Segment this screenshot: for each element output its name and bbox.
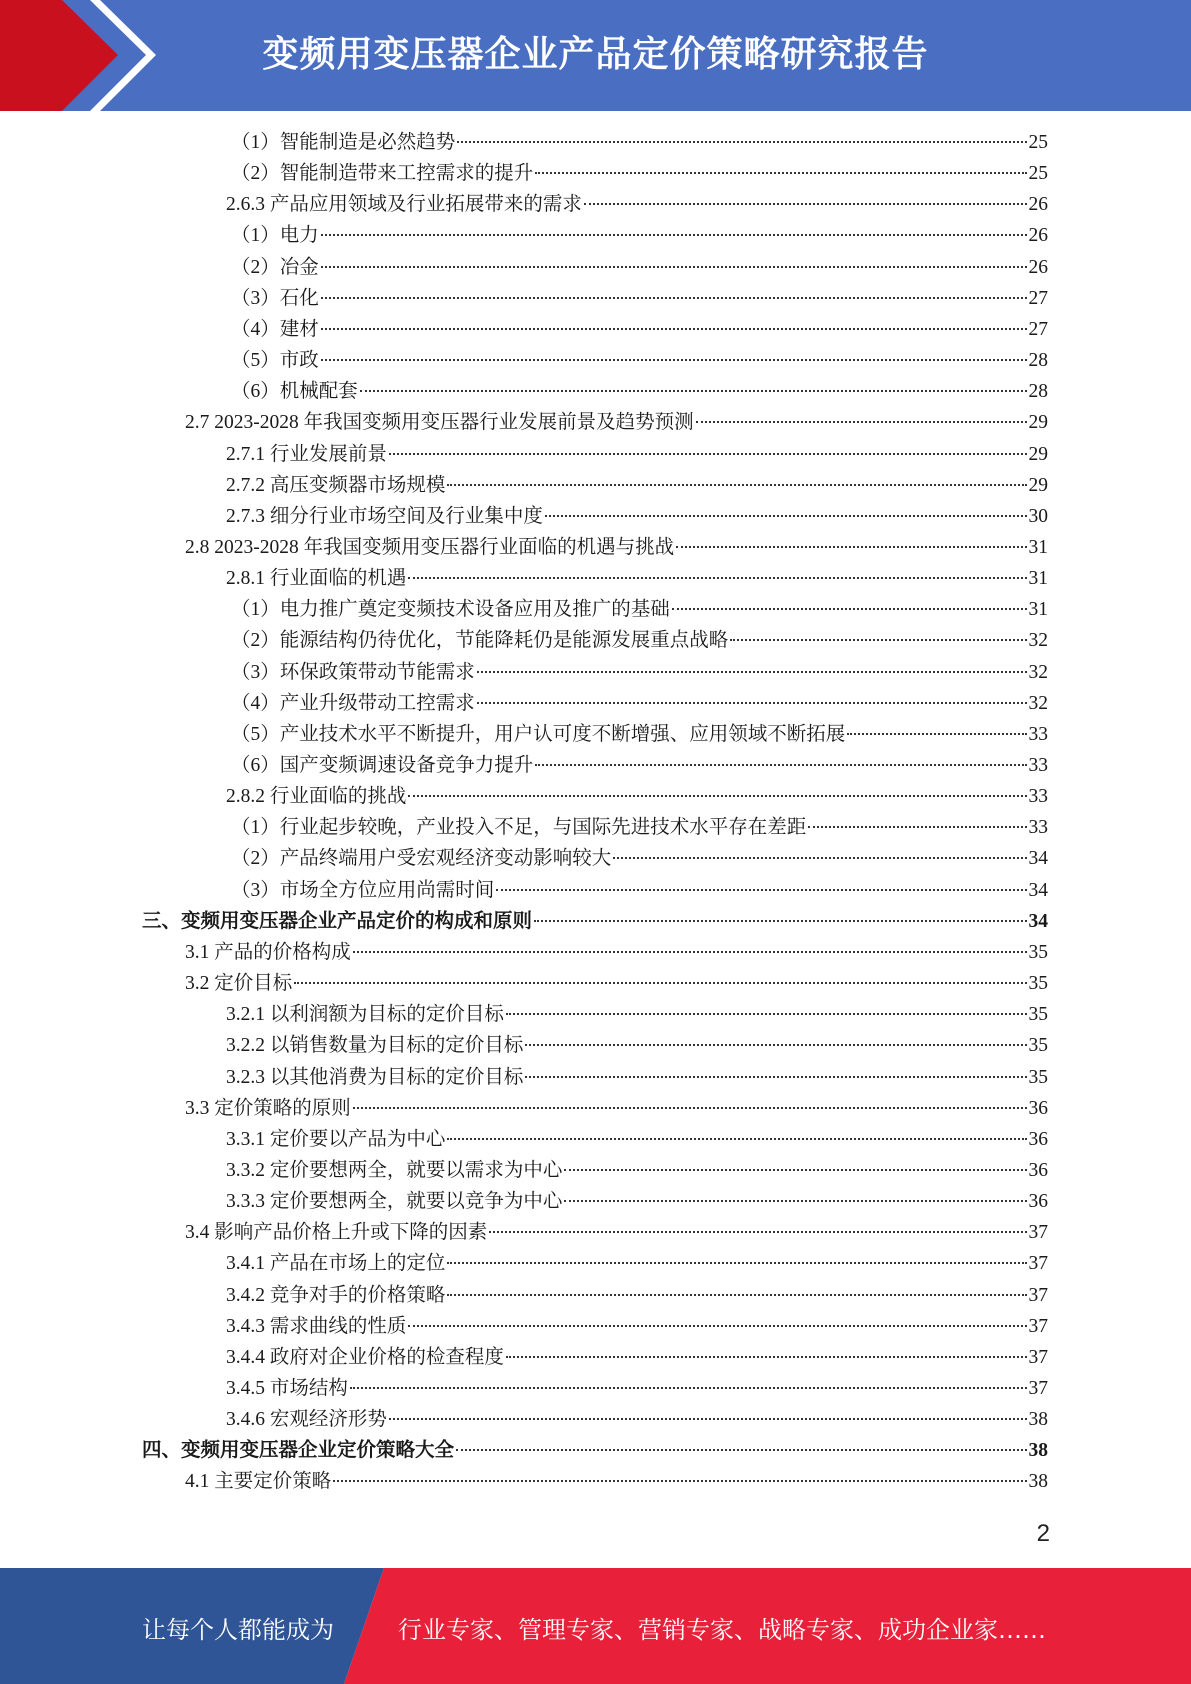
toc-dot-leader <box>477 702 1027 704</box>
toc-entry-page: 26 <box>1028 256 1048 278</box>
toc-dot-leader <box>545 515 1027 517</box>
toc-dot-leader <box>730 639 1026 641</box>
toc-entry-title: 2.8.1 行业面临的机遇 <box>226 568 407 590</box>
toc-entry-title: （5）市政 <box>231 350 319 372</box>
toc-dot-leader <box>672 608 1027 610</box>
toc-entry[interactable] <box>231 657 1048 688</box>
toc-entry-title: 2.8 2023-2028 年我国变频用变压器行业面临的机遇与挑战 <box>185 536 675 558</box>
toc-entry[interactable] <box>226 1342 1048 1373</box>
toc-entry-page: 25 <box>1028 163 1048 185</box>
toc-entry[interactable] <box>231 594 1048 625</box>
toc-dot-leader <box>321 359 1027 361</box>
toc-entry-page: 27 <box>1028 287 1048 309</box>
toc-entry-page: 36 <box>1028 1191 1048 1213</box>
page-number: 2 <box>1036 1520 1050 1547</box>
toc-entry[interactable] <box>226 189 1048 220</box>
toc-entry-title: 3.4.6 宏观经济形势 <box>226 1409 387 1431</box>
toc-entry[interactable] <box>226 1155 1048 1186</box>
footer-slogan-left: 让每个人都能成为 <box>142 1616 334 1644</box>
toc-entry-page: 37 <box>1028 1284 1048 1306</box>
toc-entry-page: 31 <box>1028 536 1048 558</box>
toc-entry[interactable] <box>142 1435 1048 1466</box>
toc-entry[interactable] <box>185 968 1048 999</box>
toc-dot-leader <box>321 328 1027 330</box>
toc-dot-leader <box>506 1013 1027 1015</box>
page-footer <box>0 1568 1191 1684</box>
toc-entry[interactable] <box>231 127 1048 158</box>
toc-entry-page: 33 <box>1028 723 1048 745</box>
toc-entry-page: 35 <box>1028 1035 1048 1057</box>
toc-dot-leader <box>321 266 1027 268</box>
toc-dot-leader <box>534 920 1026 922</box>
toc-entry-page: 28 <box>1028 381 1048 403</box>
toc-entry[interactable] <box>231 283 1048 314</box>
toc-entry-page: 32 <box>1028 661 1048 683</box>
toc-entry-title: 3.4.1 产品在市场上的定位 <box>226 1253 446 1275</box>
toc-entry-title: （5）产业技术水平不断提升，用户认可度不断增强、应用领域不断拓展 <box>231 723 846 745</box>
toc-entry[interactable] <box>226 439 1048 470</box>
toc-dot-leader <box>457 141 1026 143</box>
toc-entry[interactable] <box>231 750 1048 781</box>
toc-entry[interactable] <box>226 781 1048 812</box>
toc-entry[interactable] <box>226 1030 1048 1061</box>
toc-entry[interactable] <box>231 843 1048 874</box>
toc-entry-title: 2.6.3 产品应用领域及行业拓展带来的需求 <box>226 194 582 216</box>
toc-entry-page: 35 <box>1028 941 1048 963</box>
toc-entry-title: 3.2.1 以利润额为目标的定价目标 <box>226 1004 504 1026</box>
toc-dot-leader <box>808 826 1026 828</box>
toc-entry-page: 26 <box>1028 194 1048 216</box>
toc-entry-title: 2.7.3 细分行业市场空间及行业集中度 <box>226 505 543 527</box>
toc-entry-page: 26 <box>1028 225 1048 247</box>
toc-entry-title: 3.2.2 以销售数量为目标的定价目标 <box>226 1035 524 1057</box>
toc-dot-leader <box>447 1138 1026 1140</box>
toc-entry-page: 38 <box>1028 1440 1048 1462</box>
toc-dot-leader <box>496 889 1026 891</box>
toc-entry[interactable] <box>142 906 1048 937</box>
toc-entry[interactable] <box>231 875 1048 906</box>
toc-entry-page: 31 <box>1028 568 1048 590</box>
toc-entry-page: 37 <box>1028 1378 1048 1399</box>
toc-entry-title: 2.7.1 行业发展前景 <box>226 443 387 465</box>
toc-entry[interactable] <box>231 812 1048 843</box>
toc-dot-leader <box>389 1418 1027 1420</box>
toc-entry[interactable] <box>185 407 1048 438</box>
toc-dot-leader <box>353 1107 1027 1109</box>
toc-entry-title: （1）行业起步较晚，产业投入不足，与国际先进技术水平存在差距 <box>231 817 807 839</box>
toc-dot-leader <box>535 764 1026 766</box>
toc-entry-page: 38 <box>1028 1471 1048 1493</box>
toc-entry-page: 29 <box>1028 443 1048 465</box>
toc-dot-leader <box>456 1449 1026 1451</box>
toc-dot-leader <box>525 1076 1026 1078</box>
toc-entry-title: （1）电力 <box>231 225 319 247</box>
toc-entry[interactable] <box>231 719 1048 750</box>
toc-entry-title: 3.3.2 定价要想两全，就要以需求为中心 <box>226 1159 563 1181</box>
toc-dot-leader <box>408 577 1026 579</box>
toc-entry[interactable] <box>231 376 1048 407</box>
toc-entry[interactable] <box>226 563 1048 594</box>
toc-dot-leader <box>847 733 1026 735</box>
toc-entry-page: 32 <box>1028 630 1048 652</box>
toc-entry[interactable] <box>226 1404 1048 1435</box>
toc-entry-page: 33 <box>1028 786 1048 808</box>
toc-entry-page: 37 <box>1028 1253 1048 1275</box>
toc-entry[interactable] <box>185 937 1048 968</box>
toc-entry[interactable] <box>226 1186 1048 1217</box>
toc-entry-page: 33 <box>1028 817 1048 839</box>
toc-entry-page: 36 <box>1028 1128 1048 1150</box>
toc-entry-title: 4.1 主要定价策略 <box>185 1471 332 1493</box>
toc-dot-leader <box>613 857 1026 859</box>
toc-entry[interactable] <box>185 1217 1048 1248</box>
toc-entry[interactable] <box>226 1124 1048 1155</box>
toc-entry-page: 25 <box>1028 132 1048 153</box>
toc-entry-page: 30 <box>1028 505 1048 527</box>
toc-entry-page: 27 <box>1028 318 1048 340</box>
toc-entry-title: （6）机械配套 <box>231 381 358 403</box>
toc-dot-leader <box>477 671 1027 673</box>
toc-entry-title: 3.3.3 定价要想两全，就要以竞争为中心 <box>226 1191 563 1213</box>
toc-dot-leader <box>564 1200 1026 1202</box>
toc-entry-title: 四、变频用变压器企业定价策略大全 <box>142 1440 455 1462</box>
toc-entry-title: 3.2 定价目标 <box>185 973 293 995</box>
toc-entry[interactable] <box>185 1466 1048 1497</box>
report-title: 变频用变压器企业产品定价策略研究报告 <box>262 34 929 75</box>
footer-slogan-right: 行业专家、管理专家、营销专家、战略专家、成功企业家…… <box>398 1616 1046 1644</box>
toc-dot-leader <box>506 1356 1027 1358</box>
toc-entry-title: 3.4.4 政府对企业价格的检查程度 <box>226 1346 504 1368</box>
toc-entry[interactable] <box>226 1373 1048 1404</box>
toc-entry[interactable] <box>226 1248 1048 1279</box>
toc-entry-page: 36 <box>1028 1159 1048 1181</box>
toc-entry[interactable] <box>226 999 1048 1030</box>
toc-entry-title: 3.4.2 竞争对手的价格策略 <box>226 1284 446 1306</box>
toc-entry[interactable] <box>226 1280 1048 1311</box>
toc-entry[interactable] <box>231 345 1048 376</box>
toc-entry-title: （2）冶金 <box>231 256 319 278</box>
toc-entry-page: 32 <box>1028 692 1048 714</box>
toc-entry-page: 37 <box>1028 1315 1048 1337</box>
toc-entry-title: 2.8.2 行业面临的挑战 <box>226 786 407 808</box>
toc-entry-title: （3）石化 <box>231 287 319 309</box>
page-header <box>0 0 1191 111</box>
toc-dot-leader <box>564 1169 1026 1171</box>
toc-entry-page: 37 <box>1028 1346 1048 1368</box>
toc-dot-leader <box>389 453 1027 455</box>
toc-entry-page: 38 <box>1028 1409 1048 1431</box>
toc-dot-leader <box>447 484 1026 486</box>
toc-entry-page: 35 <box>1028 1004 1048 1026</box>
toc-entry-title: 3.3 定价策略的原则 <box>185 1097 351 1119</box>
toc-entry-title: 2.7 2023-2028 年我国变频用变压器行业发展前景及趋势预测 <box>185 412 694 434</box>
toc-entry-page: 35 <box>1028 1066 1048 1088</box>
toc-entry-page: 35 <box>1028 973 1048 995</box>
toc-dot-leader <box>584 203 1027 205</box>
toc-entry[interactable] <box>226 501 1048 532</box>
toc-entry-title: （2）能源结构仍待优化，节能降耗仍是能源发展重点战略 <box>231 630 729 652</box>
toc-entry-title: 3.2.3 以其他消费为目标的定价目标 <box>226 1066 524 1088</box>
toc-entry[interactable] <box>231 158 1048 189</box>
toc-dot-leader <box>408 795 1026 797</box>
toc-entry[interactable] <box>185 1093 1048 1124</box>
toc-dot-leader <box>294 982 1026 984</box>
toc-dot-leader <box>350 1387 1027 1389</box>
toc-entry-page: 34 <box>1028 879 1048 901</box>
toc-entry-title: 2.7.2 高压变频器市场规模 <box>226 474 446 496</box>
toc-entry-title: （2）智能制造带来工控需求的提升 <box>231 163 534 185</box>
toc-entry-title: 3.3.1 定价要以产品为中心 <box>226 1128 446 1150</box>
toc-entry-title: 3.4.5 市场结构 <box>226 1378 348 1399</box>
toc-entry[interactable] <box>226 1062 1048 1093</box>
toc-entry-title: 3.1 产品的价格构成 <box>185 941 351 963</box>
toc-entry[interactable] <box>226 470 1048 501</box>
toc-entry-title: （4）产业升级带动工控需求 <box>231 692 475 714</box>
toc-entry[interactable] <box>185 532 1048 563</box>
toc-entry-page: 34 <box>1028 848 1048 870</box>
toc-entry-page: 28 <box>1028 350 1048 372</box>
toc-entry-page: 31 <box>1028 599 1048 621</box>
toc-entry[interactable] <box>231 252 1048 283</box>
toc-entry[interactable] <box>226 1311 1048 1342</box>
toc-dot-leader <box>353 951 1027 953</box>
toc-dot-leader <box>525 1044 1026 1046</box>
toc-dot-leader <box>321 234 1027 236</box>
toc-entry-page: 36 <box>1028 1097 1048 1119</box>
toc-entry[interactable] <box>231 314 1048 345</box>
toc-entry-page: 29 <box>1028 412 1048 434</box>
toc-entry[interactable] <box>231 688 1048 719</box>
toc-entry-title: 3.4 影响产品价格上升或下降的因素 <box>185 1222 488 1244</box>
toc-entry-title: （3）市场全方位应用尚需时间 <box>231 879 495 901</box>
toc-entry[interactable] <box>231 625 1048 656</box>
toc-entry-title: 3.4.3 需求曲线的性质 <box>226 1315 407 1337</box>
toc-dot-leader <box>676 546 1026 548</box>
toc-dot-leader <box>333 1480 1026 1482</box>
toc-entry-title: （4）建材 <box>231 318 319 340</box>
toc-entry-title: （3）环保政策带动节能需求 <box>231 661 475 683</box>
toc-entry-title: （1）智能制造是必然趋势 <box>231 132 456 153</box>
toc-dot-leader <box>321 297 1027 299</box>
toc-entry-title: 三、变频用变压器企业产品定价的构成和原则 <box>142 910 533 932</box>
toc-entry-title: （6）国产变频调速设备竞争力提升 <box>231 755 534 776</box>
toc-dot-leader <box>535 172 1026 174</box>
toc-dot-leader <box>447 1262 1026 1264</box>
toc-entry-title: （1）电力推广奠定变频技术设备应用及推广的基础 <box>231 599 670 621</box>
toc-dot-leader <box>696 421 1027 423</box>
toc-entry-title: （2）产品终端用户受宏观经济变动影响较大 <box>231 848 612 870</box>
toc-dot-leader <box>489 1231 1026 1233</box>
toc-entry[interactable] <box>231 220 1048 251</box>
toc-entry-page: 34 <box>1028 910 1048 932</box>
toc-dot-leader <box>360 390 1027 392</box>
toc-dot-leader <box>447 1294 1026 1296</box>
toc-entry-page: 33 <box>1028 755 1048 776</box>
toc-entry-page: 37 <box>1028 1222 1048 1244</box>
header-red-chevron <box>0 0 118 111</box>
toc-dot-leader <box>408 1325 1026 1327</box>
toc-entry-page: 29 <box>1028 474 1048 496</box>
